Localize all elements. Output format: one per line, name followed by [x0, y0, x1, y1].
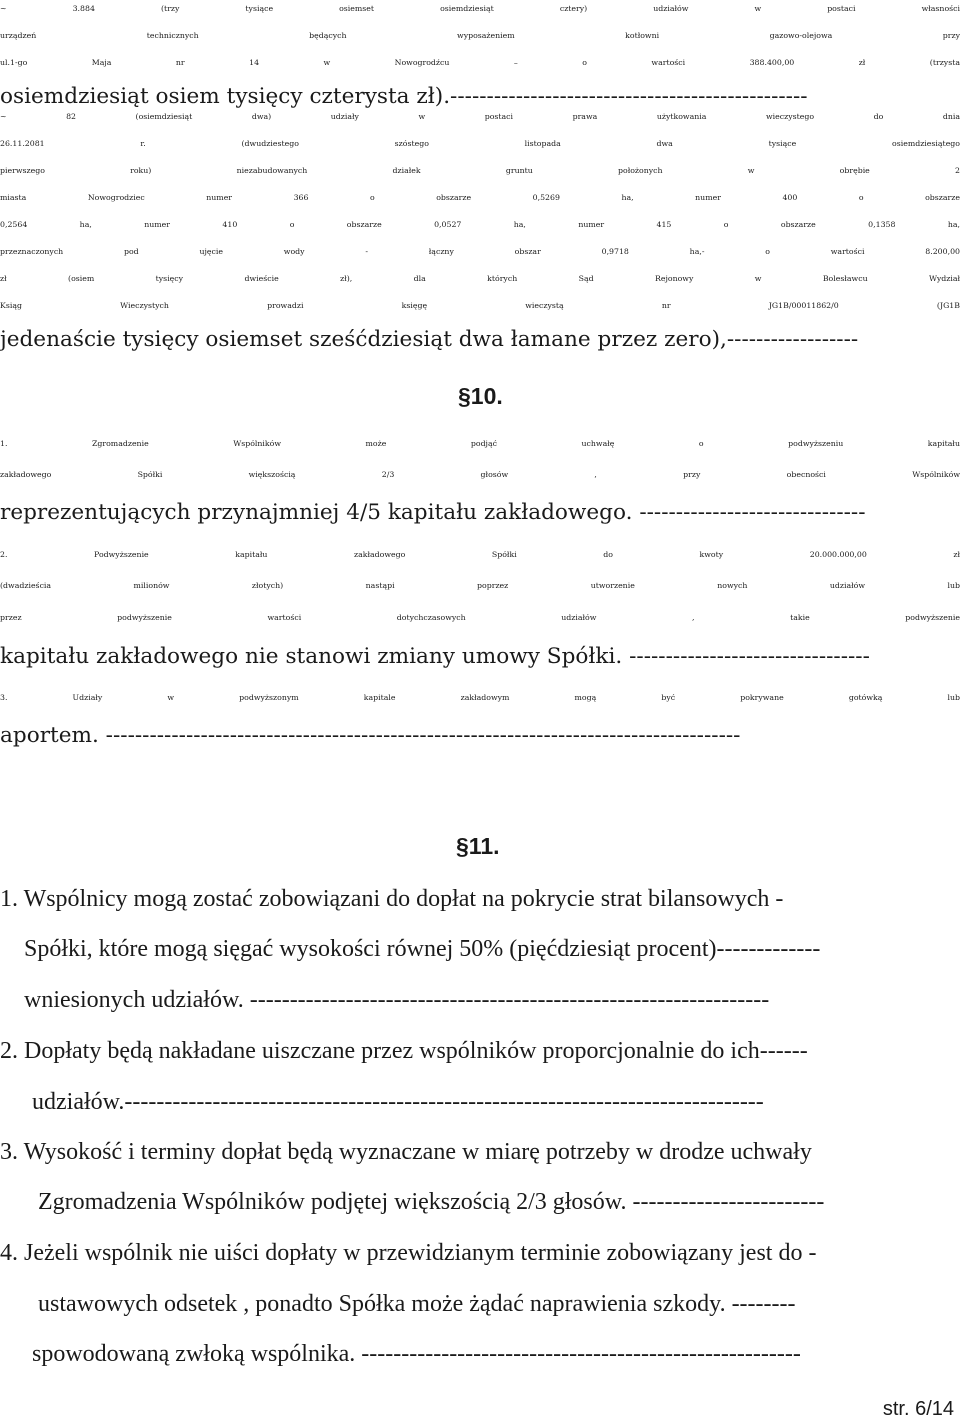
page-number: str. 6/14	[882, 1398, 954, 1420]
text-line: 1. Zgromadzenie Wspólników może podjąć uchwałę o podwyższeniu kapitału	[0, 439, 960, 448]
text-line: miasta Nowogrodziec numer 366 o obszarze 0,5269 ha, numer 400 o obszarze	[0, 193, 960, 202]
text-line: pierwszego roku) niezabudowanych działek gruntu położonych w obrębie 2	[0, 166, 960, 175]
text-line: zł (osiem tysięcy dwieście zł), dla których Sąd Rejonowy w Bolesławcu Wydział	[0, 274, 960, 283]
text-line: Ksiąg Wieczystych prowadzi księgę wieczystą nr JG1B/00011862/0 (JG1B	[0, 301, 960, 310]
text-line: ustawowych odsetek , ponadto Spółka może żądać naprawienia szkody. --------	[38, 1291, 796, 1317]
section-heading: §11.	[456, 833, 500, 859]
text-line: Spółki, które mogą sięgać wysokości równej 50% (pięćdziesiąt procent)-------------	[24, 936, 821, 962]
text-line: 1. Wspólnicy mogą zostać zobowiązani do dopłat na pokrycie strat bilansowych -	[0, 886, 784, 912]
text-line: 26.11.2081 r. (dwudziestego szóstego listopada dwa tysiące osiemdziesiątego	[0, 139, 960, 148]
text-line: ul.1-go Maja nr 14 w Nowogrodźcu – o wartości 388.400,00 zł (trzysta	[0, 58, 960, 67]
text-line: przeznaczonych pod ujęcie wody - łączny obszar 0,9718 ha,- o wartości 8.200,00	[0, 247, 960, 256]
text-line: udziałów.--------------------------------------------------------------------------------	[32, 1089, 764, 1115]
text-line: reprezentujących przynajmniej 4/5 kapitału zakładowego. -------------------------------	[0, 500, 866, 525]
text-line: 0,2564 ha, numer 410 o obszarze 0,0527 ha, numer 415 o obszarze 0,1358 ha,	[0, 220, 960, 229]
text-line: kapitału zakładowego nie stanowi zmiany umowy Spółki. ---------------------------------	[0, 644, 870, 669]
text-line: wniesionych udziałów. -----------------------------------------------------------------	[24, 987, 770, 1013]
text-line: spowodowaną zwłoką wspólnika. -------------------------------------------------------	[32, 1341, 801, 1367]
text-line: 2. Dopłaty będą nakładane uiszczane przez wspólników proporcjonalnie do ich------	[0, 1038, 808, 1064]
text-line: przez podwyższenie wartości dotychczasowych udziałów , takie podwyższenie	[0, 613, 960, 622]
text-line: aportem. ---------------------------------------------------------------------------------------	[0, 723, 741, 748]
text-line: 3. Udziały w podwyższonym kapitale zakładowym mogą być pokrywane gotówką lub	[0, 693, 960, 702]
text-line: (dwadzieścia milionów złotych) nastąpi poprzez utworzenie nowych udziałów lub	[0, 581, 960, 590]
text-line: 3. Wysokość i terminy dopłat będą wyznaczane w miarę potrzeby w drodze uchwały	[0, 1139, 812, 1165]
text-line: ~ 82 (osiemdziesiąt dwa) udziały w postaci prawa użytkowania wieczystego do dnia	[0, 112, 960, 121]
text-line: ~ 3.884 (trzy tysiące osiemset osiemdziesiąt cztery) udziałów w postaci własności	[0, 4, 960, 13]
text-line: jedenaście tysięcy osiemset sześćdziesiąt dwa łamane przez zero),------------------	[0, 327, 859, 352]
section-heading: §10.	[458, 383, 503, 409]
text-line: osiemdziesiąt osiem tysięcy czterysta zł).-------------------------------------------------	[0, 84, 808, 109]
text-line: Zgromadzenia Wspólników podjętej większością 2/3 głosów. ------------------------	[38, 1189, 825, 1215]
text-line: 2. Podwyższenie kapitału zakładowego Spółki do kwoty 20.000.000,00 zł	[0, 550, 960, 559]
text-line: urządzeń technicznych będących wyposażeniem kotłowni gazowo-olejowa przy	[0, 31, 960, 40]
text-line: 4. Jeżeli wspólnik nie uiści dopłaty w przewidzianym terminie zobowiązany jest do -	[0, 1240, 817, 1266]
text-line: zakładowego Spółki większością 2/3 głosów , przy obecności Wspólników	[0, 470, 960, 479]
